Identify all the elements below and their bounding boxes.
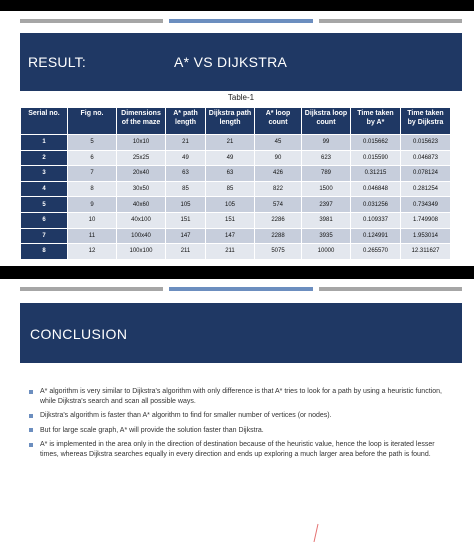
- table-cell: 2: [21, 151, 67, 166]
- result-slide: [0, 11, 474, 266]
- table-cell: 30x50: [117, 182, 165, 197]
- table-cell: 8: [68, 182, 116, 197]
- table-cell: 12.311627: [401, 244, 450, 259]
- table-header-row: [21, 108, 450, 134]
- header-dijkstra-path: Dijkstra path length: [206, 108, 254, 134]
- conclusion-bullet-list: [28, 387, 448, 465]
- table-cell: 6: [68, 151, 116, 166]
- table-row: [21, 244, 450, 259]
- accent-bar-gray: [20, 19, 163, 23]
- table-cell: 100x40: [117, 229, 165, 244]
- table-cell: 1.953014: [401, 229, 450, 244]
- table-cell: 822: [255, 182, 301, 197]
- table-cell: 0.265570: [351, 244, 400, 259]
- table-cell: 0.015590: [351, 151, 400, 166]
- table-cell: 0.734349: [401, 197, 450, 212]
- table-cell: 147: [166, 229, 205, 244]
- table-cell: 3935: [302, 229, 350, 244]
- table-cell: 85: [166, 182, 205, 197]
- table-row: [21, 197, 450, 212]
- table-cell: 0.046873: [401, 151, 450, 166]
- bullet-item: A* is implemented in the area only in the direction of destination because of the heuristic value, hence the loop is iterated lesser times, whereas Dijkstra searches equally in every direction and ends up exploring a much larger area before the path is found.: [28, 440, 448, 459]
- table-cell: 574: [255, 197, 301, 212]
- table-body: [21, 135, 450, 259]
- table-cell: 151: [206, 213, 254, 228]
- table-cell: 45: [255, 135, 301, 150]
- table-row: [21, 166, 450, 181]
- accent-bar-gray: [20, 287, 163, 291]
- table-row: [21, 182, 450, 197]
- table-cell: 8: [21, 244, 67, 259]
- header-astar-path: A* path length: [166, 108, 205, 134]
- result-label: RESULT:: [28, 54, 86, 70]
- table-cell: 0.078124: [401, 166, 450, 181]
- table-cell: 6: [21, 213, 67, 228]
- table-cell: 5: [68, 135, 116, 150]
- table-cell: 49: [206, 151, 254, 166]
- table-cell: 9: [68, 197, 116, 212]
- table-cell: 7: [68, 166, 116, 181]
- table-cell: 11: [68, 229, 116, 244]
- accent-bar-blue: [169, 19, 312, 23]
- table-cell: 426: [255, 166, 301, 181]
- header-dimensions: Dimensions of the maze: [117, 108, 165, 134]
- table-row: [21, 229, 450, 244]
- table-cell: 4: [21, 182, 67, 197]
- table-cell: 3: [21, 166, 67, 181]
- table-cell: 40x60: [117, 197, 165, 212]
- accent-bar-blue: [169, 287, 312, 291]
- top-accent-bars: [20, 19, 462, 23]
- conclusion-banner: [20, 303, 462, 363]
- table-cell: 0.046848: [351, 182, 400, 197]
- header-fig-no: Fig no.: [68, 108, 116, 134]
- table-cell: 2288: [255, 229, 301, 244]
- table-cell: 623: [302, 151, 350, 166]
- table-cell: 100x100: [117, 244, 165, 259]
- results-table: [20, 107, 451, 260]
- header-dijkstra-time: Time taken by Dijkstra: [401, 108, 450, 134]
- table-cell: 10: [68, 213, 116, 228]
- table-cell: 7: [21, 229, 67, 244]
- table-cell: 211: [206, 244, 254, 259]
- table-cell: 90: [255, 151, 301, 166]
- table-row: [21, 213, 450, 228]
- header-serial-no: Serial no.: [21, 108, 67, 134]
- header-dijkstra-loop: Dijkstra loop count: [302, 108, 350, 134]
- table-cell: 10x10: [117, 135, 165, 150]
- bullet-item: Dijkstra's algorithm is faster than A* algorithm to find for smaller number of vertices (or nodes).: [28, 411, 448, 421]
- bullet-item: A* algorithm is very similar to Dijkstra's algorithm with only difference is that A* tries to look for a path by using a heuristic function, while Dijkstra's search and scan all possible ways.: [28, 387, 448, 406]
- pen-annotation-mark: [300, 523, 320, 542]
- table-cell: 0.109337: [351, 213, 400, 228]
- table-cell: 2397: [302, 197, 350, 212]
- table-cell: 789: [302, 166, 350, 181]
- table-cell: 25x25: [117, 151, 165, 166]
- bullet-item: But for large scale graph, A* will provide the solution faster than Dijkstra.: [28, 426, 448, 436]
- table-cell: 99: [302, 135, 350, 150]
- table-cell: 40x100: [117, 213, 165, 228]
- table-cell: 85: [206, 182, 254, 197]
- table-row: [21, 151, 450, 166]
- table-cell: 211: [166, 244, 205, 259]
- table-cell: 105: [206, 197, 254, 212]
- table-cell: 1: [21, 135, 67, 150]
- table-cell: 0.031256: [351, 197, 400, 212]
- table-cell: 21: [166, 135, 205, 150]
- table-cell: 10000: [302, 244, 350, 259]
- table-cell: 5: [21, 197, 67, 212]
- table-cell: 0.281254: [401, 182, 450, 197]
- table-cell: 151: [166, 213, 205, 228]
- table-cell: 21: [206, 135, 254, 150]
- table-cell: 1.749908: [401, 213, 450, 228]
- table-cell: 63: [166, 166, 205, 181]
- table-cell: 3981: [302, 213, 350, 228]
- table-cell: 0.31215: [351, 166, 400, 181]
- table-cell: 1500: [302, 182, 350, 197]
- top-accent-bars: [20, 287, 462, 291]
- table-caption: Table-1: [227, 93, 255, 102]
- table-row: [21, 135, 450, 150]
- pen-stroke: [314, 524, 318, 542]
- result-banner: [20, 33, 462, 91]
- table-cell: 12: [68, 244, 116, 259]
- table-cell: 105: [166, 197, 205, 212]
- header-astar-loop: A* loop count: [255, 108, 301, 134]
- accent-bar-gray-right: [319, 287, 462, 291]
- table-cell: 147: [206, 229, 254, 244]
- accent-bar-gray-right: [319, 19, 462, 23]
- table-cell: 5075: [255, 244, 301, 259]
- conclusion-title: CONCLUSION: [30, 326, 128, 342]
- table-cell: 49: [166, 151, 205, 166]
- table-cell: 63: [206, 166, 254, 181]
- slide-title: A* VS DIJKSTRA: [174, 54, 288, 70]
- table-cell: 2286: [255, 213, 301, 228]
- conclusion-slide: [0, 279, 474, 542]
- table-cell: 0.015623: [401, 135, 450, 150]
- header-astar-time: Time taken by A*: [351, 108, 400, 134]
- table-cell: 0.124991: [351, 229, 400, 244]
- table-cell: 20x40: [117, 166, 165, 181]
- table-cell: 0.015662: [351, 135, 400, 150]
